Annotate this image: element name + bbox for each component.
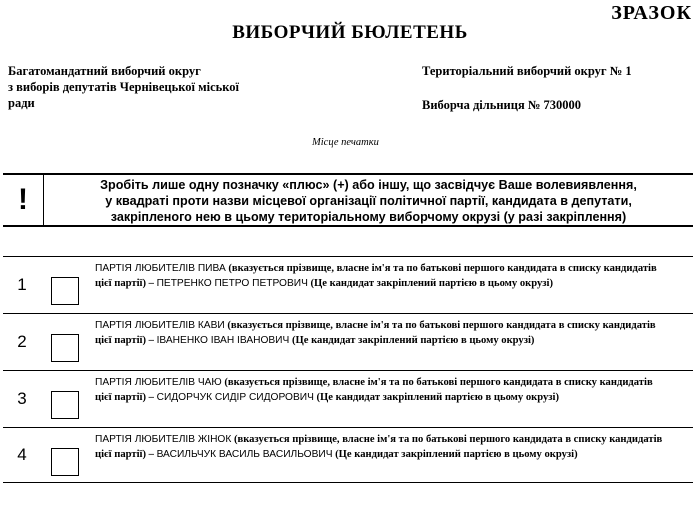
sample-label: ЗРАЗОК [611, 2, 692, 24]
district-line-1: Багатомандатний виборчий округ [8, 64, 201, 78]
instructions-text [44, 177, 693, 225]
candidate-note: (Це кандидат закріплений партією в цьому окрузі) [289, 335, 535, 346]
candidate-note: (вказується прізвище, власне ім'я та по батькові першого кандидата в списку кандидатів цієї партії) – [95, 320, 656, 346]
vote-checkbox[interactable] [51, 391, 79, 419]
vote-checkbox[interactable] [51, 334, 79, 362]
territorial-info [422, 63, 632, 113]
instructions-line: Зробіть лише одну позначку «плюс» (+) або іншу, що засвідчує Ваше волевиявлення, [100, 178, 637, 192]
candidate-note: (вказується прізвище, власне ім'я та по батькові першого кандидата в списку кандидатів цієї партії) – [95, 377, 653, 403]
voting-instructions [3, 173, 693, 227]
multi-member-district [8, 63, 308, 111]
candidate-row [3, 370, 693, 427]
party-name: ПАРТІЯ ЛЮБИТЕЛІВ КАВИ [95, 320, 225, 331]
exclamation-icon: ! [3, 175, 44, 225]
candidate-name: СИДОРЧУК СИДІР СИДОРОВИЧ [156, 392, 314, 403]
candidate-row [3, 256, 693, 313]
instructions-line: закріпленого нею в цьому територіальному виборчому окрузі (у разі закріплення) [110, 210, 627, 224]
stamp-place: Місце печатки [312, 137, 379, 148]
candidate-description [95, 261, 663, 291]
candidate-description [95, 432, 663, 462]
candidates-list [3, 256, 693, 483]
candidate-description [95, 375, 663, 405]
candidate-name: ІВАНЕНКО ІВАН ІВАНОВИЧ [156, 335, 290, 346]
candidate-note: (Це кандидат закріплений партією в цьому окрузі) [332, 449, 578, 460]
row-number: 3 [17, 389, 27, 408]
territorial-district: Територіальний виборчий округ № 1 [422, 64, 632, 78]
candidate-name: ВАСИЛЬЧУК ВАСИЛЬ ВАСИЛЬОВИЧ [156, 449, 333, 460]
row-number: 4 [17, 445, 27, 464]
vote-checkbox[interactable] [51, 277, 79, 305]
party-name: ПАРТІЯ ЛЮБИТЕЛІВ ЧАЮ [95, 377, 222, 388]
instructions-line: у квадраті проти назви місцевої організації політичної партії, кандидата в депутати, [105, 194, 632, 208]
candidate-row [3, 313, 693, 370]
ballot-title: ВИБОРЧИЙ БЮЛЕТЕНЬ [232, 22, 468, 43]
district-line-2: з виборів депутатів Чернівецької міської [8, 80, 240, 94]
candidate-row [3, 427, 693, 483]
district-line-3: ради [8, 96, 35, 110]
polling-station: Виборча дільниця № 730000 [422, 98, 582, 112]
candidate-note: (вказується прізвище, власне ім'я та по батькові першого кандидата в списку кандидатів цієї партії) – [95, 434, 663, 460]
row-number: 1 [17, 275, 27, 294]
party-name: ПАРТІЯ ЛЮБИТЕЛІВ ПИВА [95, 263, 226, 274]
candidate-note: (Це кандидат закріплений партією в цьому окрузі) [313, 392, 559, 403]
row-number: 2 [17, 332, 27, 351]
vote-checkbox[interactable] [51, 448, 79, 476]
candidate-description [95, 318, 663, 348]
candidate-name: ПЕТРЕНКО ПЕТРО ПЕТРОВИЧ [156, 278, 308, 289]
party-name: ПАРТІЯ ЛЮБИТЕЛІВ ЖІНОК [95, 434, 232, 445]
candidate-note: (вказується прізвище, власне ім'я та по батькові першого кандидата в списку кандидатів цієї партії) – [95, 263, 657, 289]
candidate-note: (Це кандидат закріплений партією в цьому окрузі) [307, 278, 554, 289]
